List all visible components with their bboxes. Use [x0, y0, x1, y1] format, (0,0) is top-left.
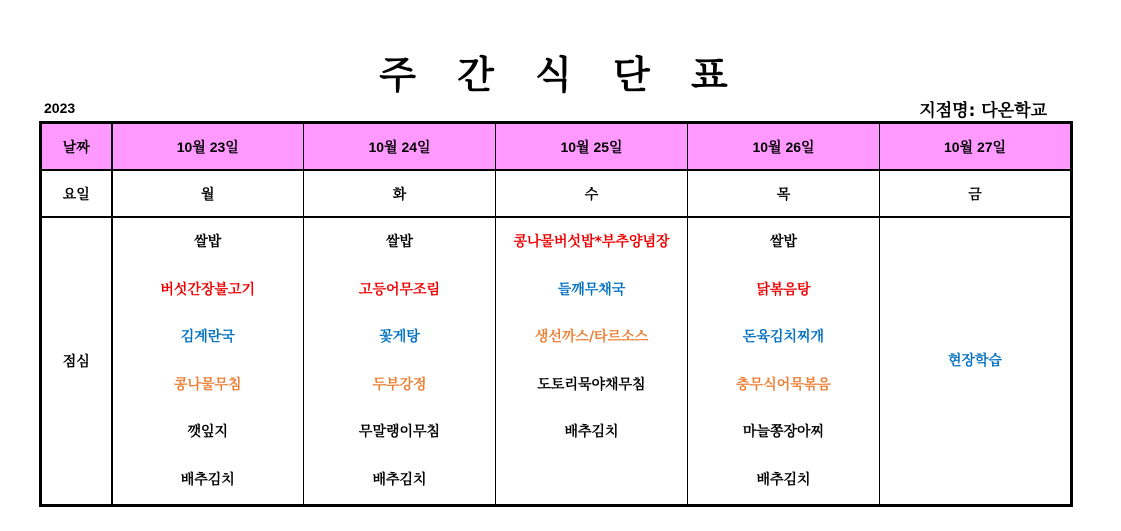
- dish-list: [496, 230, 687, 492]
- dish-item: 배추김치: [372, 471, 427, 488]
- dish-item: 무말랭이무침: [358, 424, 441, 441]
- day-cell: 금: [880, 170, 1072, 217]
- lunch-row: [41, 217, 1072, 506]
- dish-item: 마늘쫑장아찌: [742, 424, 825, 441]
- day-header-label: 요일: [41, 170, 112, 217]
- page-title: 주 간 식 단 표: [379, 53, 742, 97]
- dish-list: [113, 230, 304, 492]
- dish-item: 충무식어묵볶음: [736, 376, 831, 393]
- dish-item: 배추김치: [756, 471, 811, 488]
- year-label: 2023: [44, 100, 76, 116]
- dish-item: 쌀밥: [194, 234, 222, 250]
- dish-item: 배추김치: [564, 424, 619, 441]
- dish-item: 두부강정: [372, 376, 427, 393]
- date-header-label: 날짜: [41, 123, 112, 171]
- dish-list: [304, 230, 495, 492]
- date-cell: 10월 24일: [304, 123, 496, 171]
- lunch-cell: [496, 217, 688, 506]
- dish-item: 배추김치: [180, 471, 235, 488]
- day-cell: 목: [688, 170, 880, 217]
- dish-item: 고등어무조림: [358, 281, 441, 298]
- dish-item: 버섯간장불고기: [160, 281, 256, 298]
- dish-list: [688, 230, 879, 492]
- dish-item: 들깨무채국: [557, 281, 626, 298]
- dish-item: 쌀밥: [385, 234, 414, 250]
- dish-item: 생선까스/타르소스: [534, 329, 649, 346]
- branch-name: 지점명: 다온학교: [919, 101, 1047, 121]
- day-cell: 월: [112, 170, 304, 217]
- lunch-cell: [112, 217, 304, 506]
- dish-item: 콩나물버섯밥*부추양념장: [513, 234, 670, 250]
- dish-item: 도토리묵야채무침: [537, 376, 646, 393]
- lunch-cell: [304, 217, 496, 506]
- dish-item: 콩나물무침: [173, 376, 242, 393]
- date-cell: 10월 26일: [688, 123, 880, 171]
- dish-item: 돈육김치찌개: [742, 329, 825, 346]
- dish-item: 닭볶음탕: [756, 281, 811, 298]
- weekly-menu-table: [39, 121, 1073, 507]
- lunch-header-label: 점심: [41, 217, 112, 506]
- dish-list: [880, 230, 1070, 492]
- lunch-cell: [688, 217, 880, 506]
- dish-item: 현장학습: [947, 353, 1003, 369]
- day-cell: 수: [496, 170, 688, 217]
- day-row: [41, 170, 1072, 217]
- lunch-cell: [880, 217, 1072, 506]
- date-cell: 10월 23일: [112, 123, 304, 171]
- date-row: [41, 123, 1072, 171]
- dish-item: 김계란국: [180, 329, 235, 346]
- dish-item: 쌀밥: [769, 234, 798, 250]
- day-cell: 화: [304, 170, 496, 217]
- date-cell: 10월 25일: [496, 123, 688, 171]
- dish-item: 깻잎지: [187, 424, 229, 441]
- dish-item: 꽃게탕: [379, 329, 420, 346]
- date-cell: 10월 27일: [880, 123, 1072, 171]
